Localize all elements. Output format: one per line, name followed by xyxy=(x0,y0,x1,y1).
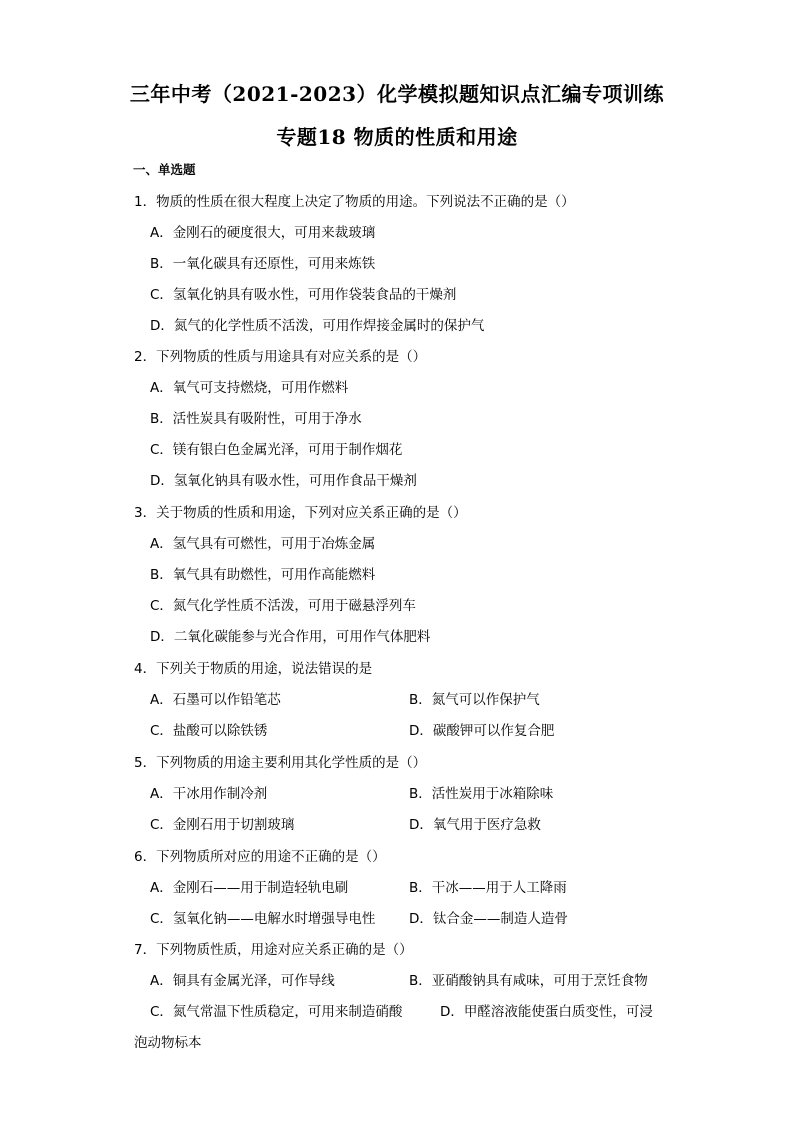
question-6-option-c: C．氢氧化钠——电解水时增强导电性 xyxy=(150,911,376,927)
question-6-option-b: B．干冰——用于人工降雨 xyxy=(409,880,567,896)
page-title: 三年中考（2021-2023）化学模拟题知识点汇编专项训练 xyxy=(129,82,665,106)
question-7-option-a: A．铜具有金属光泽，可作导线 xyxy=(150,973,335,989)
question-1-option-d: D．氮气的化学性质不活泼，可用作焊接金属时的保护气 xyxy=(150,318,485,334)
question-7-option-d-continuation: 泡动物标本 xyxy=(134,1035,202,1051)
question-4-stem: 4．下列关于物质的用途，说法错误的是 xyxy=(134,661,373,677)
question-5-option-a: A．干冰用作制冷剂 xyxy=(150,786,268,802)
question-5-option-d: D．氧气用于医疗急救 xyxy=(409,817,541,833)
question-4-option-a: A．石墨可以作铅笔芯 xyxy=(150,692,281,708)
question-7-option-d: D．甲醛溶液能使蛋白质变性，可浸 xyxy=(440,1004,653,1020)
page-subtitle: 专题18 物质的性质和用途 xyxy=(276,125,518,149)
question-2-option-d: D．氢氧化钠具有吸水性，可用作食品干燥剂 xyxy=(150,473,417,489)
question-3-option-b: B．氧气具有助燃性，可用作高能燃料 xyxy=(150,567,376,583)
question-6-option-d: D．钛合金——制造人造骨 xyxy=(409,911,568,927)
question-1-option-b: B．一氧化碳具有还原性，可用来炼铁 xyxy=(150,256,376,272)
question-3-option-c: C．氮气化学性质不活泼，可用于磁悬浮列车 xyxy=(150,598,416,614)
question-2-option-b: B．活性炭具有吸附性，可用于净水 xyxy=(150,411,362,427)
question-7-stem: 7．下列物质性质，用途对应关系正确的是（） xyxy=(134,942,413,958)
question-2-option-c: C．镁有银白色金属光泽，可用于制作烟花 xyxy=(150,442,403,458)
section-heading: 一、单选题 xyxy=(133,162,196,177)
question-7-option-b: B．亚硝酸钠具有咸味，可用于烹饪食物 xyxy=(409,973,648,989)
question-4-option-d: D．碳酸钾可以作复合肥 xyxy=(409,723,555,739)
question-3-stem: 3．关于物质的性质和用途，下列对应关系正确的是（） xyxy=(134,505,467,521)
question-7-option-c: C．氮气常温下性质稳定，可用来制造硝酸 xyxy=(150,1004,403,1020)
question-1-option-c: C．氢氧化钠具有吸水性，可用作袋装食品的干燥剂 xyxy=(150,287,457,303)
question-1-option-a: A．金刚石的硬度很大，可用来裁玻璃 xyxy=(150,225,376,241)
question-5-option-c: C．金刚石用于切割玻璃 xyxy=(150,817,295,833)
question-4-option-c: C．盐酸可以除铁锈 xyxy=(150,723,268,739)
question-1-stem: 1．物质的性质在很大程度上决定了物质的用途。下列说法不正确的是（） xyxy=(134,194,575,210)
question-3-option-a: A．氢气具有可燃性，可用于冶炼金属 xyxy=(150,536,376,552)
question-5-option-b: B．活性炭用于冰箱除味 xyxy=(409,786,554,802)
question-6-stem: 6．下列物质所对应的用途不正确的是（） xyxy=(134,849,386,865)
question-3-option-d: D．二氧化碳能参与光合作用，可用作气体肥料 xyxy=(150,629,431,645)
question-5-stem: 5．下列物质的用途主要利用其化学性质的是（） xyxy=(134,755,427,771)
question-4-option-b: B．氮气可以作保护气 xyxy=(409,692,540,708)
question-2-option-a: A．氧气可支持燃烧，可用作燃料 xyxy=(150,380,349,396)
question-2-stem: 2．下列物质的性质与用途具有对应关系的是（） xyxy=(134,349,427,365)
question-6-option-a: A．金刚石——用于制造轻轨电刷 xyxy=(150,880,349,896)
